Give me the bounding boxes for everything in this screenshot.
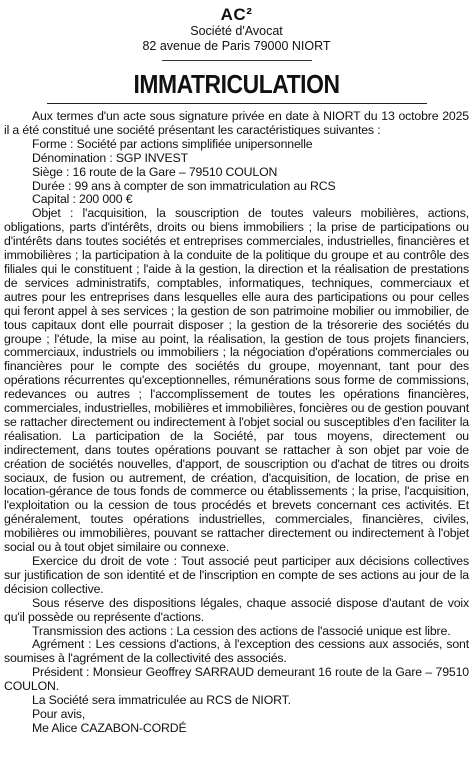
rcs-line: La Société sera immatriculée au RCS de NIORT. [32, 693, 291, 708]
reserve-paragraph: Sous réserve des dispositions légales, chaque associé dispose d'autant de voix qu'il possède ou représente d'actions. [4, 595, 469, 624]
vote-paragraph: Exercice du droit de vote : Tout associé peut participer aux décisions collectives sur justification de son identité et de l'inscription en compte de ses actions au jour de la décision collective. [4, 554, 469, 596]
objet-paragraph: Objet : l'acquisition, la souscription de toutes valeurs mobilières, actions, obligations, parts d'intérêts, droits ou biens immobiliers ; la prise de participations ou d'intérêts dans toutes sociétés et entreprises commerciales, industrielles, financières et immobilières ; la participation à la conduite de la politique du groupe et au contrôle des filiales qui le constituent ; l'aide à la gestion, la direction et la réalisation de prestations de services administratifs, comptables, informatiques, techniques, commerciaux et autres pour les entreprises dans lesquelles elle aura des participations ou pour celles qui feront appel à ses services ; la gestion de son patrimoine mobilier ou immobilier, de tous capitaux dont elle pourrait disposer ; la gestion de la trésorerie des sociétés du groupe ; l'étude, la mise au point, la réalisation, la gestion de tous projets financiers, commerciaux, industriels ou immobiliers ; la négociation d'opérations commerciales ou financières pour le compte des sociétés du groupe, moyennant, tant pour des opérations récurrentes qu'exceptionnelles, rémunérations sous forme de commissions, redevances ou autres ; l'accomplissement de toutes les opérations financières, commerciales, industrielles, mobilières et immobilières, foncières ou de gestion pouvant se rattacher directement ou indirectement à l'objet social ou susceptibles d'en faciliter la réalisation. La participation de la Société, par tous moyens, directement ou indirectement, dans toutes opérations pouvant se rattacher à son objet par voie de création de sociétés nouvelles, d'apport, de souscription ou d'achat de titres ou droits sociaux, de fusion ou autrement, de création, d'acquisition, de location, de prise en location-gérance de tous fonds de commerce ou établissements ; la prise, l'acquisition, l'exploitation ou la cession de tous procédés et brevets concernant ces activités. Et généralement, toutes opérations industrielles, commerciales, financières, civiles, mobilières ou immobilières, pouvant se rattacher directement ou indirectement à l'objet social ou à tout objet similaire ou connexe. [4, 206, 469, 555]
notice-title: IMMATRICULATION [133, 69, 340, 99]
intro-paragraph: Aux termes d'un acte sous signature privée en date à NIORT du 13 octobre 2025 il a été constitué une société présentant les caractéristiques suivantes : [4, 109, 469, 137]
field-denomination: Dénomination : SGP INVEST [32, 150, 188, 165]
field-duree: Durée : 99 ans à compter de son immatriculation au RCS [32, 178, 336, 193]
president-paragraph: Président : Monsieur Geoffrey SARRAUD demeurant 16 route de la Gare – 79510 COULON. [4, 665, 469, 694]
field-siege: Siège : 16 route de la Gare – 79510 COULON [32, 164, 278, 179]
transmission-paragraph: Transmission des actions : La cession des actions de l'associé unique est libre. [32, 623, 451, 638]
firm-header [4, 6, 469, 54]
notice-body [4, 110, 469, 736]
title-divider [47, 103, 427, 104]
firm-address: 82 avenue de Paris 79000 NIORT [142, 39, 331, 53]
firm-type: Société d'Avocat [190, 24, 283, 38]
field-capital: Capital : 200 000 € [32, 192, 133, 207]
firm-name: AC² [220, 5, 253, 24]
pour-avis-line: Pour avis, [32, 706, 86, 721]
agrement-paragraph: Agrément : Les cessions d'actions, à l'exception des cessions aux associés, sont soumises à l'agrément de la collectivité des associés. [4, 637, 469, 666]
signature-line: Me Alice CAZABON-CORDÉ [32, 720, 187, 735]
header-divider [162, 60, 312, 61]
field-forme: Forme : Société par actions simplifiée unipersonnelle [32, 136, 313, 151]
